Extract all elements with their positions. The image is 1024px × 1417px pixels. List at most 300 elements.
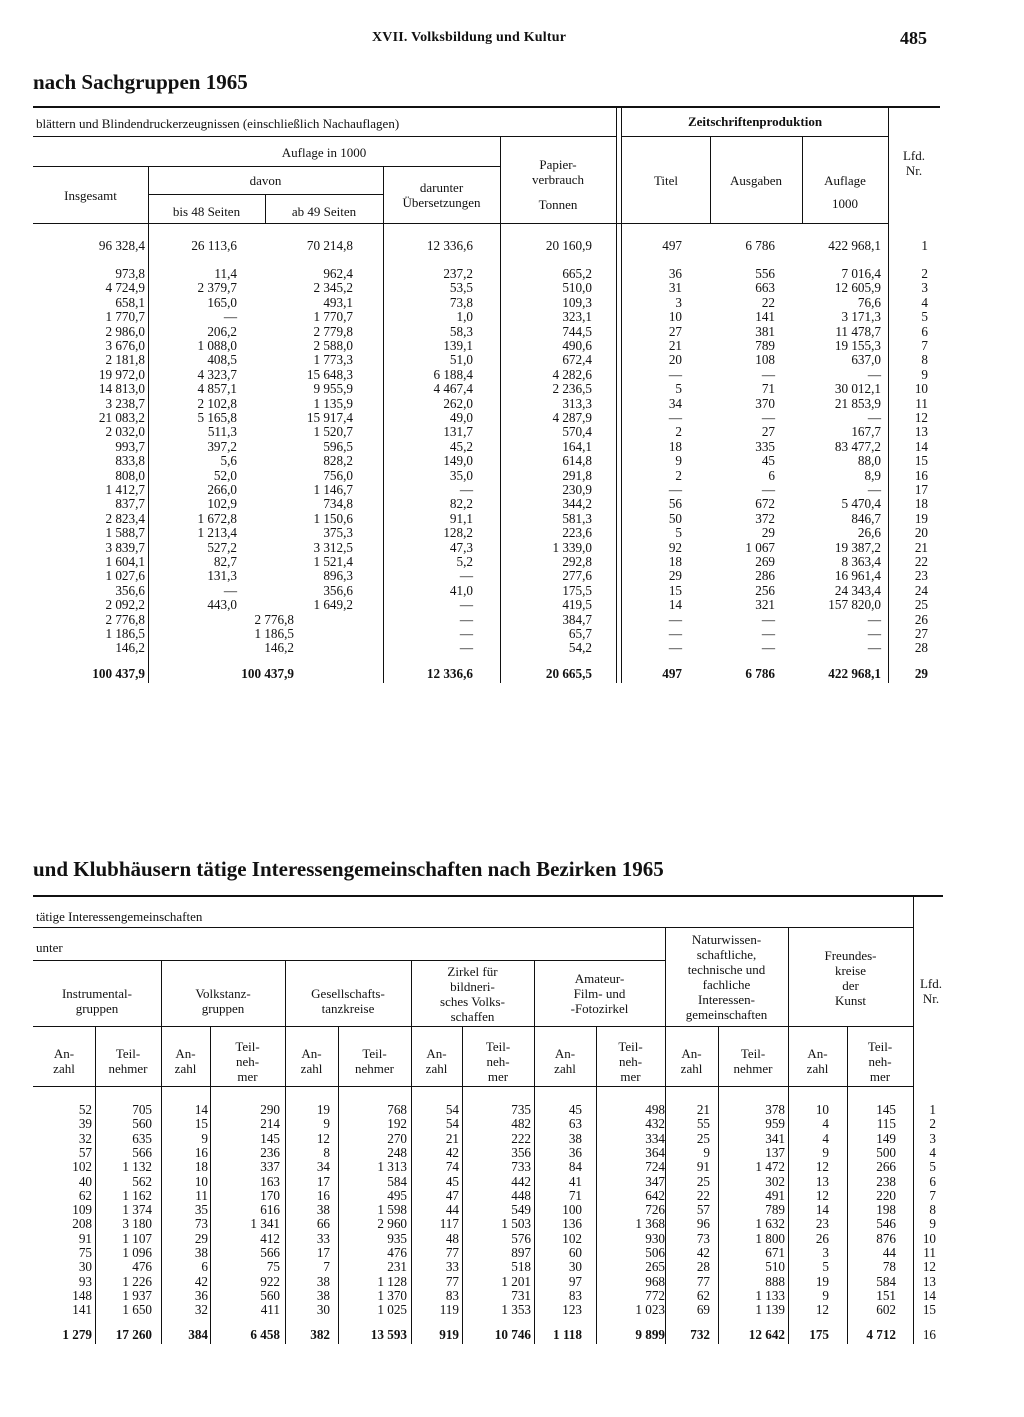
- table2-row: [0, 1160, 1024, 1174]
- table2-cell: 1 374: [122, 1202, 152, 1218]
- table2-row: [0, 1289, 1024, 1303]
- group-instrumentalgruppen: Instrumental- gruppen: [61, 986, 133, 1016]
- table2-cell: 1 313: [377, 1159, 407, 1175]
- table2-cell: 19: [316, 1102, 330, 1117]
- table2-cell: 91: [78, 1230, 92, 1246]
- cell-lfd-nr: 20: [914, 525, 928, 541]
- cell-ausgaben: 27: [761, 424, 775, 440]
- header-auflage-in-1000: Auflage in 1000: [281, 145, 367, 160]
- table2-cell: 123: [562, 1302, 582, 1318]
- table2-cell: 6: [929, 1173, 936, 1189]
- table2-cell: 4: [822, 1116, 829, 1132]
- table2-cell: 38: [316, 1273, 330, 1289]
- table2-cell: 75: [78, 1245, 92, 1260]
- sub-anzahl: An- zahl: [680, 1046, 703, 1076]
- cell-lfd-nr: 24: [914, 582, 928, 598]
- table2-cell: 1 201: [501, 1273, 531, 1289]
- table1-row: [0, 267, 1024, 281]
- table2-caption: tätige Interessengemeinschaften: [36, 909, 203, 924]
- cell-auflage: —: [867, 626, 881, 641]
- cell-papierverbrauch: 1 339,0: [552, 539, 592, 555]
- cell-uebersetzungen: —: [459, 482, 473, 497]
- table2-cell: 54: [445, 1116, 459, 1132]
- cell-titel: 2: [675, 424, 682, 440]
- table2-cell: 148: [72, 1287, 92, 1303]
- table2-cell: 97: [568, 1273, 582, 1289]
- table2-cell: 518: [511, 1259, 531, 1275]
- table1-first-row: 96 328,4 26 113,6 70 214,8 12 336,6 20 160,9 497 6 786 422 968,1 1: [98, 238, 928, 253]
- cell-uebersetzungen: 58,3: [449, 323, 473, 339]
- header-ab-49-seiten: ab 49 Seiten: [291, 204, 357, 219]
- table2-cell: 55: [696, 1116, 710, 1132]
- table2-cell: 10: [194, 1173, 208, 1189]
- cell-uebersetzungen: —: [459, 640, 473, 656]
- table2-cell: 510: [765, 1259, 785, 1275]
- table2-total-cell: 732: [690, 1327, 710, 1342]
- cell-lfd-nr: 18: [914, 496, 928, 512]
- cell-ab-49: 962,4: [323, 266, 353, 281]
- table2-cell: 83: [568, 1287, 582, 1303]
- table2-row: [0, 1303, 1024, 1317]
- cell-bis-48: 1 213,4: [197, 525, 237, 541]
- table2-cell: 9: [822, 1144, 829, 1160]
- cell-bis-48: 165,0: [207, 294, 237, 310]
- table2-cell: 151: [876, 1287, 896, 1303]
- cell-ab-49: 1 773,3: [313, 352, 353, 368]
- cell-uebersetzungen: —: [459, 597, 473, 613]
- table2-total-cell: 382: [310, 1327, 330, 1342]
- table2-cell: 11: [923, 1245, 936, 1260]
- table2-cell: 1 128: [377, 1273, 407, 1289]
- table2-cell: 115: [876, 1116, 896, 1132]
- table1-row: [0, 584, 1024, 598]
- cell-bis-48: 131,3: [207, 568, 237, 584]
- cell-bis-48: 2 102,8: [197, 395, 237, 411]
- cell-bis-48: 52,0: [213, 467, 237, 483]
- table2-cell: 77: [445, 1273, 459, 1289]
- table2-cell: 616: [260, 1202, 280, 1218]
- sub-anzahl: An- zahl: [53, 1046, 75, 1076]
- table2-cell: 100: [562, 1202, 582, 1218]
- cell-lfd-nr: 3: [921, 280, 928, 296]
- cell-bis-48: 102,9: [207, 496, 237, 512]
- cell-papierverbrauch: 744,5: [562, 323, 592, 339]
- table1-total-row: 100 437,9 100 437,9 12 336,6 20 665,5 497 6 786 422 968,1 29: [92, 666, 928, 681]
- sub-teilnehmer: Teil- neh- mer: [618, 1039, 643, 1084]
- table2-cell: 1 800: [755, 1230, 785, 1246]
- cell-uebersetzungen: 6 188,4: [433, 366, 473, 382]
- rule: [33, 1026, 913, 1027]
- table2-cell: 334: [645, 1130, 665, 1146]
- table2-cell: 476: [132, 1259, 152, 1275]
- cell-auflage: 30 012,1: [834, 381, 881, 397]
- rule: [33, 136, 616, 137]
- table2-cell: 500: [876, 1144, 896, 1160]
- table2-cell: 45: [445, 1173, 459, 1189]
- table2-cell: 36: [568, 1144, 582, 1160]
- table2-total-cell: 4 712: [866, 1327, 896, 1342]
- cell-lfd-nr: 7: [921, 338, 928, 353]
- cell-papierverbrauch: 570,4: [562, 424, 592, 440]
- cell-titel: 34: [668, 395, 682, 411]
- cell-ausgaben: 370: [755, 395, 775, 411]
- table2-cell: 584: [876, 1273, 896, 1289]
- table2-cell: 32: [78, 1130, 92, 1146]
- table2-cell: 33: [316, 1230, 330, 1246]
- cell-ausgaben: 286: [755, 568, 775, 584]
- cell-ab-49: 1 649,2: [313, 597, 353, 613]
- table2-cell: 576: [511, 1230, 531, 1246]
- cell-bis-48: 443,0: [207, 597, 237, 613]
- cell-ausgaben: 335: [755, 438, 775, 454]
- cell-auflage: 19 387,2: [834, 539, 881, 555]
- cell-ausgaben: —: [761, 366, 775, 382]
- table2-cell: 73: [194, 1216, 208, 1232]
- table2-cell: 1 139: [755, 1302, 785, 1318]
- table2-total-cell: 12 642: [748, 1327, 785, 1342]
- table2-cell: 4: [822, 1130, 829, 1146]
- cell-ab-49: 896,3: [323, 568, 353, 584]
- table2-cell: 1 025: [377, 1302, 407, 1318]
- cell-papierverbrauch: 581,3: [562, 510, 592, 526]
- table2-cell: 876: [876, 1230, 896, 1246]
- table2-cell: 8: [929, 1202, 936, 1218]
- cell-insgesamt: 2 823,4: [105, 510, 145, 526]
- table2-cell: 768: [387, 1102, 407, 1117]
- cell-auflage: 76,6: [857, 294, 881, 310]
- cell-uebersetzungen: —: [459, 611, 473, 627]
- table2-cell: 73: [696, 1230, 710, 1246]
- cell-davon-merged: 1 186,5: [254, 626, 294, 641]
- table2-cell: 40: [78, 1173, 92, 1189]
- table2-cell: 476: [387, 1245, 407, 1260]
- sub-anzahl: An- zahl: [300, 1046, 323, 1076]
- group-freundeskreise-kunst: Freundes- kreise der Kunst: [824, 948, 877, 1008]
- cell-ausgaben: 45: [761, 453, 775, 469]
- cell-lfd-nr: 13: [914, 424, 928, 440]
- table2-cell: 14: [194, 1102, 208, 1117]
- table2-row: [0, 1189, 1024, 1203]
- cell-titel: 9: [675, 453, 682, 469]
- table2-cell: 968: [645, 1273, 665, 1289]
- sub-teilnehmer: Teil- neh- mer: [867, 1039, 893, 1084]
- table2-total-cell: 6 458: [250, 1327, 280, 1342]
- table2-cell: 2: [929, 1116, 936, 1132]
- table2-cell: 772: [645, 1287, 665, 1303]
- cell-papierverbrauch: 65,7: [568, 626, 592, 641]
- table2-cell: 959: [765, 1116, 785, 1132]
- cell-uebersetzungen: 4 467,4: [433, 381, 473, 397]
- cell-titel: 2: [675, 467, 682, 483]
- table2-cell: 77: [696, 1273, 710, 1289]
- header-insgesamt: Insgesamt: [64, 188, 117, 203]
- table1-row: [0, 555, 1024, 569]
- table2-cell: 4: [929, 1144, 936, 1160]
- cell-uebersetzungen: 237,2: [443, 266, 473, 281]
- cell-ausgaben: 321: [755, 597, 775, 613]
- table2-cell: 935: [387, 1230, 407, 1246]
- cell-auflage: 167,7: [851, 424, 881, 440]
- table2-cell: 1 096: [122, 1245, 152, 1260]
- table1-row: [0, 353, 1024, 367]
- cell-ausgaben: 29: [761, 525, 775, 541]
- cell-uebersetzungen: 41,0: [449, 582, 473, 598]
- cell-bis-48: 1 672,8: [197, 510, 237, 526]
- rule: [621, 136, 888, 137]
- cell-titel: 31: [668, 280, 682, 296]
- table2-row: [0, 1203, 1024, 1217]
- table2-cell: 14: [922, 1287, 936, 1303]
- table1-row: [0, 281, 1024, 295]
- table2-cell: 17: [316, 1245, 330, 1260]
- cell-ab-49: 756,0: [323, 467, 353, 483]
- table2-cell: 44: [445, 1202, 459, 1218]
- table2-cell: 731: [511, 1287, 531, 1303]
- cell-lfd-nr: 9: [921, 366, 928, 382]
- table2-cell: 735: [511, 1102, 531, 1117]
- cell-papierverbrauch: 510,0: [562, 280, 592, 296]
- cell-ab-49: 2 345,2: [313, 280, 353, 296]
- table2-cell: 9: [822, 1287, 829, 1303]
- table1-row: [0, 454, 1024, 468]
- table2-cell: 75: [266, 1259, 280, 1275]
- table2-cell: 13: [815, 1173, 829, 1189]
- table2-top-rule: [33, 895, 943, 897]
- cell-auflage: 16 961,4: [834, 568, 881, 584]
- header-zeitschriften: Zeitschriftenproduktion: [687, 114, 823, 129]
- cell-papierverbrauch: 230,9: [562, 482, 592, 497]
- table1-row: [0, 296, 1024, 310]
- cell-uebersetzungen: 5,2: [456, 554, 473, 569]
- cell-bis-48: 2 379,7: [197, 280, 237, 296]
- cell-uebersetzungen: 35,0: [449, 467, 473, 483]
- table2-cell: 12: [815, 1159, 829, 1175]
- table2-cell: 39: [78, 1116, 92, 1132]
- cell-papierverbrauch: 313,3: [562, 395, 592, 411]
- cell-insgesamt: 2 092,2: [105, 597, 145, 613]
- cell-titel: —: [668, 482, 682, 497]
- cell-papierverbrauch: 323,1: [562, 309, 592, 325]
- table2-cell: 44: [882, 1245, 896, 1260]
- table2-cell: 12: [316, 1130, 330, 1146]
- table2-cell: 7: [929, 1187, 936, 1203]
- cell-auflage: 21 853,9: [834, 395, 881, 411]
- cell-uebersetzungen: —: [459, 568, 473, 584]
- table2-cell: 642: [645, 1187, 665, 1203]
- table2-cell: 1 353: [501, 1302, 531, 1318]
- cell-papierverbrauch: 292,8: [562, 554, 592, 569]
- table2-cell: 789: [765, 1202, 785, 1218]
- cell-papierverbrauch: 672,4: [562, 352, 592, 368]
- table2-row: [0, 1175, 1024, 1189]
- cell-ausgaben: 108: [755, 352, 775, 368]
- table2-cell: 266: [876, 1159, 896, 1175]
- cell-ausgaben: —: [761, 640, 775, 656]
- cell-ab-49: 1 150,6: [313, 510, 353, 526]
- cell-auflage: 8 363,4: [841, 554, 881, 569]
- table1-row: [0, 569, 1024, 583]
- cell-bis-48: 397,2: [207, 438, 237, 454]
- cell-insgesamt: 1 186,5: [105, 626, 145, 641]
- table2-total-row: [0, 1328, 1024, 1342]
- table2-cell: 12: [922, 1259, 936, 1275]
- cell-titel: 5: [675, 525, 682, 541]
- table2-cell: 18: [194, 1159, 208, 1175]
- cell-uebersetzungen: 45,2: [449, 438, 473, 454]
- table2-total-cell: 13 593: [370, 1327, 407, 1342]
- table2-cell: 602: [876, 1302, 896, 1318]
- table2-cell: 137: [765, 1144, 785, 1160]
- cell-ausgaben: —: [761, 410, 775, 425]
- table2-cell: 141: [72, 1302, 92, 1318]
- cell-uebersetzungen: 139,1: [443, 338, 473, 353]
- table2-cell: 117: [439, 1216, 459, 1232]
- cell-ausgaben: 556: [755, 266, 775, 281]
- table2-cell: 21: [445, 1130, 459, 1146]
- cell-ab-49: 375,3: [323, 525, 353, 541]
- sub-anzahl: An- zahl: [174, 1046, 197, 1076]
- cell-bis-48: 527,2: [207, 539, 237, 555]
- cell-auflage: 26,6: [857, 525, 881, 541]
- table2-cell: 1 472: [755, 1159, 785, 1175]
- cell-auflage: 5 470,4: [841, 496, 881, 512]
- table2-cell: 34: [316, 1159, 330, 1175]
- table1-row: [0, 512, 1024, 526]
- cell-ausgaben: 71: [761, 381, 775, 397]
- cell-auflage: 24 343,4: [834, 582, 881, 598]
- cell-uebersetzungen: 262,0: [443, 395, 473, 411]
- table2-cell: 214: [260, 1116, 280, 1132]
- header-tonnen: Tonnen: [538, 197, 578, 212]
- sub-teilnehmer: Teil- neh- mer: [235, 1039, 260, 1084]
- table2-cell: 724: [645, 1159, 665, 1175]
- rule: [33, 166, 500, 167]
- table2-cell: 491: [765, 1187, 785, 1203]
- cell-lfd-nr: 26: [914, 611, 928, 627]
- table2-cell: 145: [876, 1102, 896, 1117]
- header-lfd-nr-2: Lfd. Nr.: [919, 976, 943, 1006]
- table2-cell: 562: [132, 1173, 152, 1189]
- sub-teilnehmer: Teil- nehmer: [108, 1046, 148, 1076]
- table2-cell: 635: [132, 1130, 152, 1146]
- table2-cell: 102: [562, 1230, 582, 1246]
- cell-titel: 14: [668, 597, 682, 613]
- table2-cell: 337: [260, 1159, 280, 1175]
- cell-papierverbrauch: 223,6: [562, 525, 592, 541]
- table2-cell: 22: [696, 1187, 710, 1203]
- cell-papierverbrauch: 291,8: [562, 467, 592, 483]
- table2-cell: 482: [511, 1116, 531, 1132]
- table2-cell: 170: [260, 1187, 280, 1203]
- table2-cell: 38: [194, 1245, 208, 1260]
- cell-bis-48: —: [223, 309, 237, 325]
- cell-bis-48: 11,4: [214, 266, 237, 281]
- table2-cell: 198: [876, 1202, 896, 1218]
- cell-titel: 3: [675, 294, 682, 310]
- table2-cell: 9: [323, 1116, 330, 1132]
- cell-auflage: 3 171,3: [841, 309, 881, 325]
- table2-cell: 265: [645, 1259, 665, 1275]
- table2-cell: 41: [568, 1173, 582, 1189]
- table2-row: [0, 1117, 1024, 1131]
- table2-cell: 302: [765, 1173, 785, 1189]
- cell-insgesamt: 833,8: [115, 453, 145, 469]
- table2-cell: 42: [194, 1273, 208, 1289]
- table1-row: [0, 411, 1024, 425]
- table2-cell: 448: [511, 1187, 531, 1203]
- table2-total-cell: 9 899: [635, 1327, 665, 1342]
- table1-row: [0, 497, 1024, 511]
- cell-lfd-nr: 19: [914, 510, 928, 526]
- cell-papierverbrauch: 164,1: [562, 438, 592, 454]
- table2-cell: 1 632: [755, 1216, 785, 1232]
- table2-cell: 222: [511, 1130, 531, 1146]
- sub-teilnehmer: Teil- nehmer: [733, 1046, 773, 1076]
- table2-cell: 26: [815, 1230, 829, 1246]
- cell-uebersetzungen: 47,3: [449, 539, 473, 555]
- cell-ausgaben: 663: [755, 280, 775, 296]
- cell-ab-49: 596,5: [323, 438, 353, 454]
- cell-titel: 20: [668, 352, 682, 368]
- cell-ab-49: 828,2: [323, 453, 353, 469]
- running-head: XVII. Volksbildung und Kultur: [372, 30, 567, 45]
- cell-bis-48: 5,6: [220, 453, 237, 469]
- cell-insgesamt: 21 083,2: [98, 410, 145, 425]
- table2-cell: 1 226: [122, 1273, 152, 1289]
- table2-cell: 62: [78, 1187, 92, 1203]
- cell-lfd-nr: 15: [914, 453, 928, 469]
- table2-cell: 549: [511, 1202, 531, 1218]
- cell-insgesamt: 2 776,8: [105, 611, 145, 627]
- cell-insgesamt: 2 032,0: [105, 424, 145, 440]
- cell-lfd-nr: 16: [914, 467, 928, 483]
- cell-uebersetzungen: 82,2: [449, 496, 473, 512]
- header-papierverbrauch: Papier- verbrauch: [532, 157, 584, 187]
- cell-titel: 36: [668, 266, 682, 281]
- table2-cell: 19: [815, 1273, 829, 1289]
- cell-davon-merged: 2 776,8: [254, 611, 294, 627]
- table2-total-cell: 1 279: [62, 1327, 92, 1342]
- table2-cell: 498: [645, 1102, 665, 1117]
- table1-row: [0, 598, 1024, 612]
- table2-total-cell: 175: [809, 1327, 829, 1342]
- table2-cell: 506: [645, 1245, 665, 1260]
- table2-row: [0, 1217, 1024, 1231]
- table2-cell: 47: [445, 1187, 459, 1203]
- table2-cell: 888: [765, 1273, 785, 1289]
- cell-titel: 5: [675, 381, 682, 397]
- cell-papierverbrauch: 384,7: [562, 611, 592, 627]
- table2-cell: 102: [72, 1159, 92, 1175]
- cell-insgesamt: 4 724,9: [105, 280, 145, 296]
- table2-cell: 83: [445, 1287, 459, 1303]
- cell-lfd-nr: 5: [921, 309, 928, 325]
- cell-insgesamt: 1 412,7: [105, 482, 145, 497]
- table1-row: [0, 541, 1024, 555]
- sub-anzahl: An- zahl: [806, 1046, 829, 1076]
- cell-titel: —: [668, 366, 682, 382]
- cell-auflage: 846,7: [851, 510, 881, 526]
- table2-cell: 364: [645, 1144, 665, 1160]
- table2-cell: 220: [876, 1187, 896, 1203]
- cell-bis-48: —: [223, 582, 237, 598]
- table2-cell: 6: [201, 1259, 208, 1275]
- table2-cell: 566: [260, 1245, 280, 1260]
- cell-lfd-nr: 23: [914, 568, 928, 584]
- rule: [33, 960, 665, 961]
- table2-cell: 91: [696, 1159, 710, 1175]
- table2-cell: 922: [260, 1273, 280, 1289]
